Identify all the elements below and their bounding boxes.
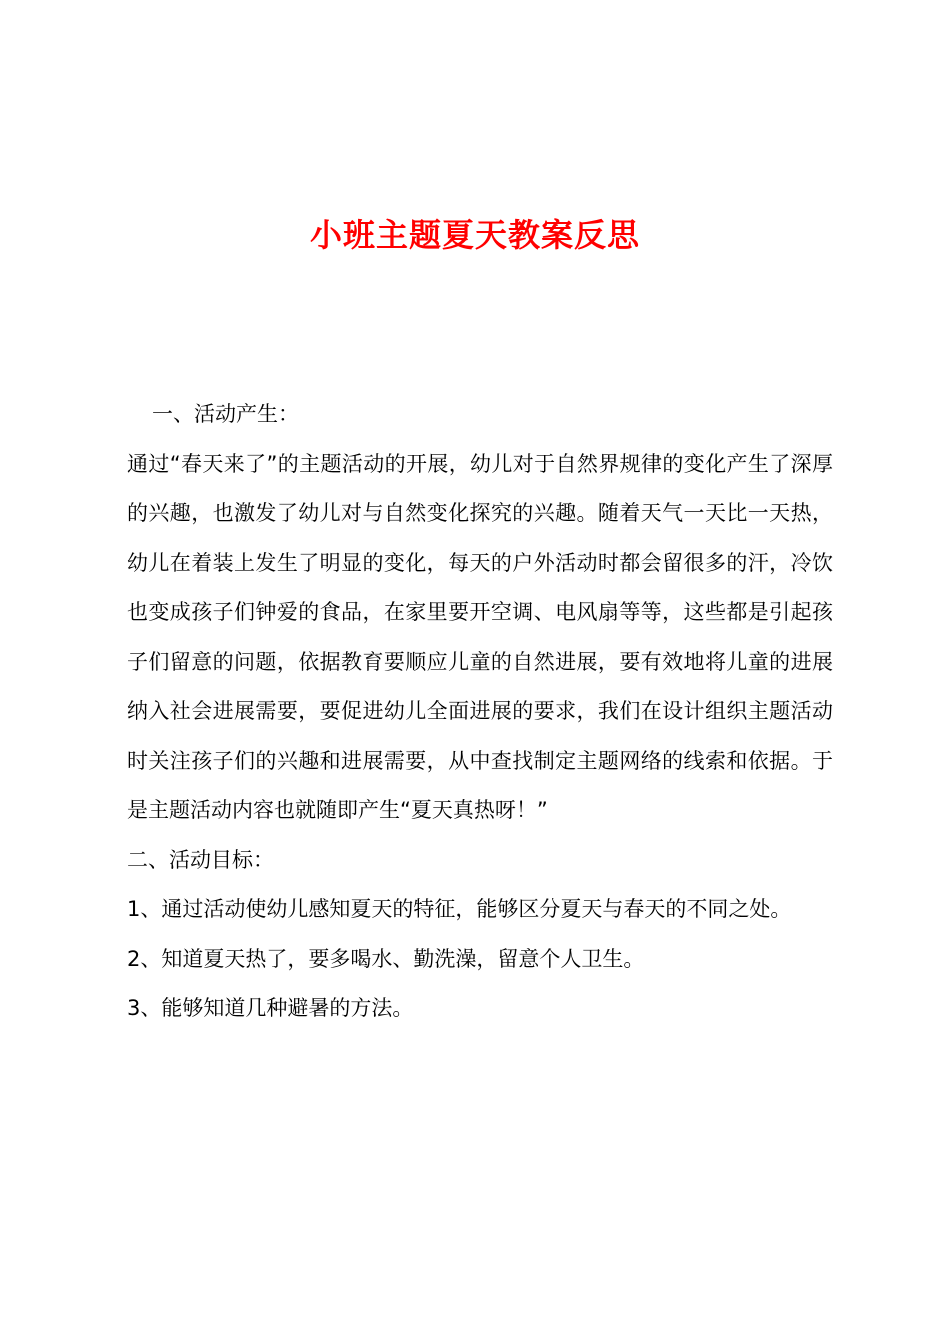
goal-item-1: 1、通过活动使幼儿感知夏天的特征，能够区分夏天与春天的不同之处。 xyxy=(127,897,792,921)
section-heading-activity-goals: 二、活动目标： xyxy=(127,847,274,872)
section-heading-activity-origin: 一、活动产生： xyxy=(152,402,299,426)
document-body xyxy=(127,390,833,1034)
document-title: 小班主题夏天教案反思 xyxy=(309,216,640,254)
goal-item-2: 2、知道夏天热了，要多喝水、勤洗澡，留意个人卫生。 xyxy=(127,946,645,971)
goal-item-3: 3、能够知道几种避暑的方法。 xyxy=(127,996,414,1020)
paragraph-activity-origin: 通过“春天来了”的主题活动的开展，幼儿对于自然界规律的变化产生了深厚的兴趣，也激发了幼儿对与自然变化探究的兴趣。随着天气一天比一天热，幼儿在着装上发生了明显的变化，每天的户外活动时都会留很多的汗，冷饮也变成孩子们钟爱的食品，在家里要开空调、电风扇等等，这些都是引起孩子们留意的问题，依据教育要顺应儿童的自然进展，要有效地将儿童的进展纳入社会进展需要，要促进幼儿全面进展的要求，我们在设计组织主题活动时关注孩子们的兴趣和进展需要，从中查找制定主题网络的线索和依据。于是主题活动内容也就随即产生“夏天真热呀！” xyxy=(127,451,833,822)
